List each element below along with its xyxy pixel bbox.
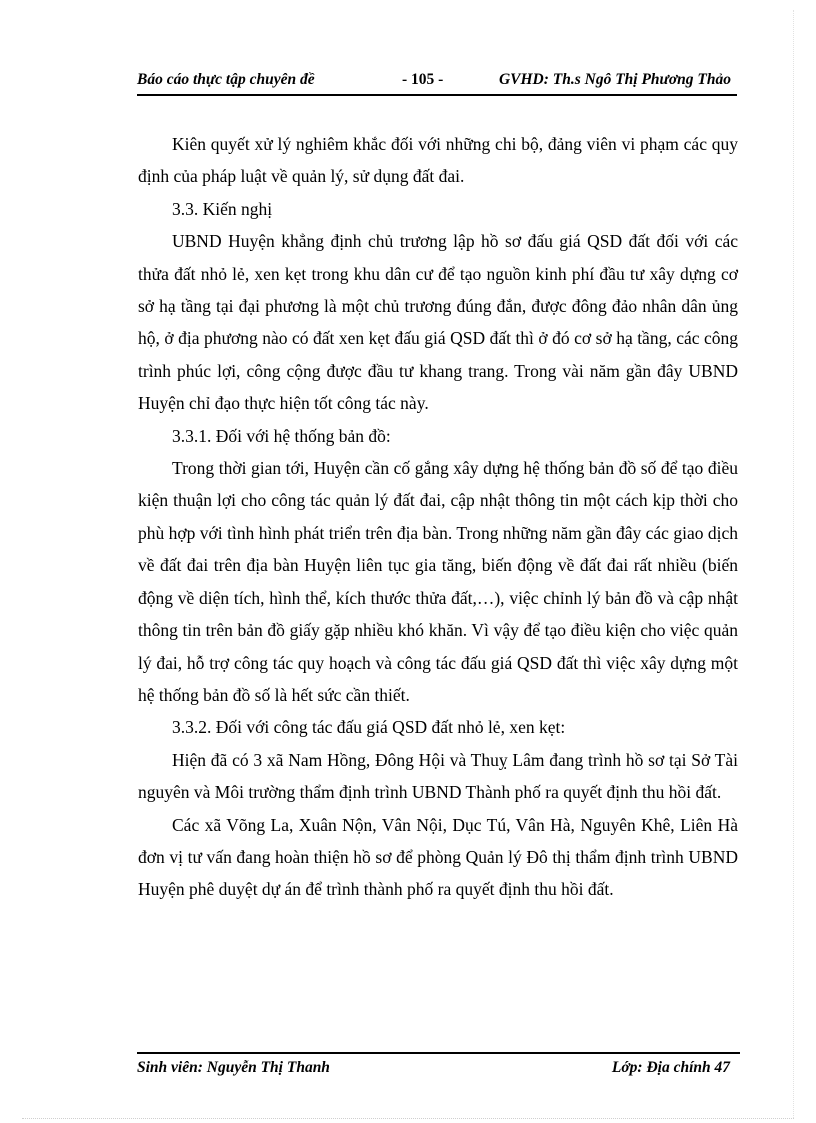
- paragraph: Kiên quyết xử lý nghiêm khắc đối với những chi bộ, đảng viên vi phạm các quy định của pháp luật về quản lý, sử dụng đất đai.: [138, 134, 738, 187]
- document-body: [138, 128, 738, 906]
- paragraph: Hiện đã có 3 xã Nam Hồng, Đông Hội và Thuỵ Lâm đang trình hồ sơ tại Sở Tài nguyên và Môi trường thẩm định trình UBND Thành phố ra quyết định thu hồi đất.: [138, 749, 738, 803]
- header-page-number: - 105 -: [402, 71, 444, 88]
- footer-class: Lớp: Địa chính 47: [611, 1059, 730, 1076]
- paragraph: Các xã Võng La, Xuân Nộn, Vân Nội, Dục Tú, Vân Hà, Nguyên Khê, Liên Hà đơn vị tư vấn đang hoàn thiện hồ sơ để phòng Quản lý Đô thị thẩm định trình UBND Huyện phê duyệt dự án để trình thành phố ra quyết định thu hồi đất.: [138, 814, 738, 900]
- paragraph: Trong thời gian tới, Huyện cần cố gắng xây dựng hệ thống bản đồ số để tạo điều kiện thuận lợi cho công tác quản lý đất đai, cập nhật thông tin một cách kịp thời cho phù hợp với tình hình phát triển trên địa bàn. Trong những năm gần đây các giao dịch về đất đai trên địa bàn Huyện liên tục gia tăng, biến động về đất đai rất nhiều (biến động về diện tích, hình thể, kích thước thửa đất,…), việc chỉnh lý bản đồ và cập nhật thông tin trên bản đồ giấy gặp nhiều khó khăn. Vì vậy để tạo điều kiện cho việc quản lý đai, hỗ trợ công tác quy hoạch và công tác đấu giá QSD đất thì việc xây dựng một hệ thống bản đồ số là hết sức cần thiết.: [138, 458, 738, 705]
- page-edge-dotted-line: [22, 1118, 794, 1119]
- section-heading: 3.3. Kiến nghị: [172, 198, 273, 219]
- page-header: [137, 68, 737, 96]
- subsection-heading: 3.3.1. Đối với hệ thống bản đồ:: [172, 425, 391, 446]
- header-supervisor: GVHD: Th.s Ngô Thị Phương Thảo: [498, 71, 731, 88]
- header-report-title: Báo cáo thực tập chuyên đề: [137, 71, 315, 88]
- footer-student: Sinh viên: Nguyễn Thị Thanh: [137, 1059, 330, 1076]
- subsection-heading: 3.3.2. Đối với công tác đấu giá QSD đất nhỏ lẻ, xen kẹt:: [172, 717, 566, 738]
- paragraph: UBND Huyện khẳng định chủ trương lập hồ sơ đấu giá QSD đất đối với các thửa đất nhỏ lẻ, xen kẹt trong khu dân cư để tạo nguồn kinh phí đầu tư xây dựng cơ sở hạ tầng tại đại phương là một chủ trương đúng đắn, được đông đảo nhân dân ủng hộ, ở địa phương nào có đất xen kẹt đấu giá QSD đất thì ở đó cơ sở hạ tầng, các công trình phúc lợi, công cộng được đầu tư khang trang. Trong vài năm gần đây UBND Huyện chỉ đạo thực hiện tốt công tác này.: [138, 231, 738, 414]
- page-edge-dotted-line-vertical: [793, 10, 794, 1118]
- page-footer: [137, 1052, 740, 1082]
